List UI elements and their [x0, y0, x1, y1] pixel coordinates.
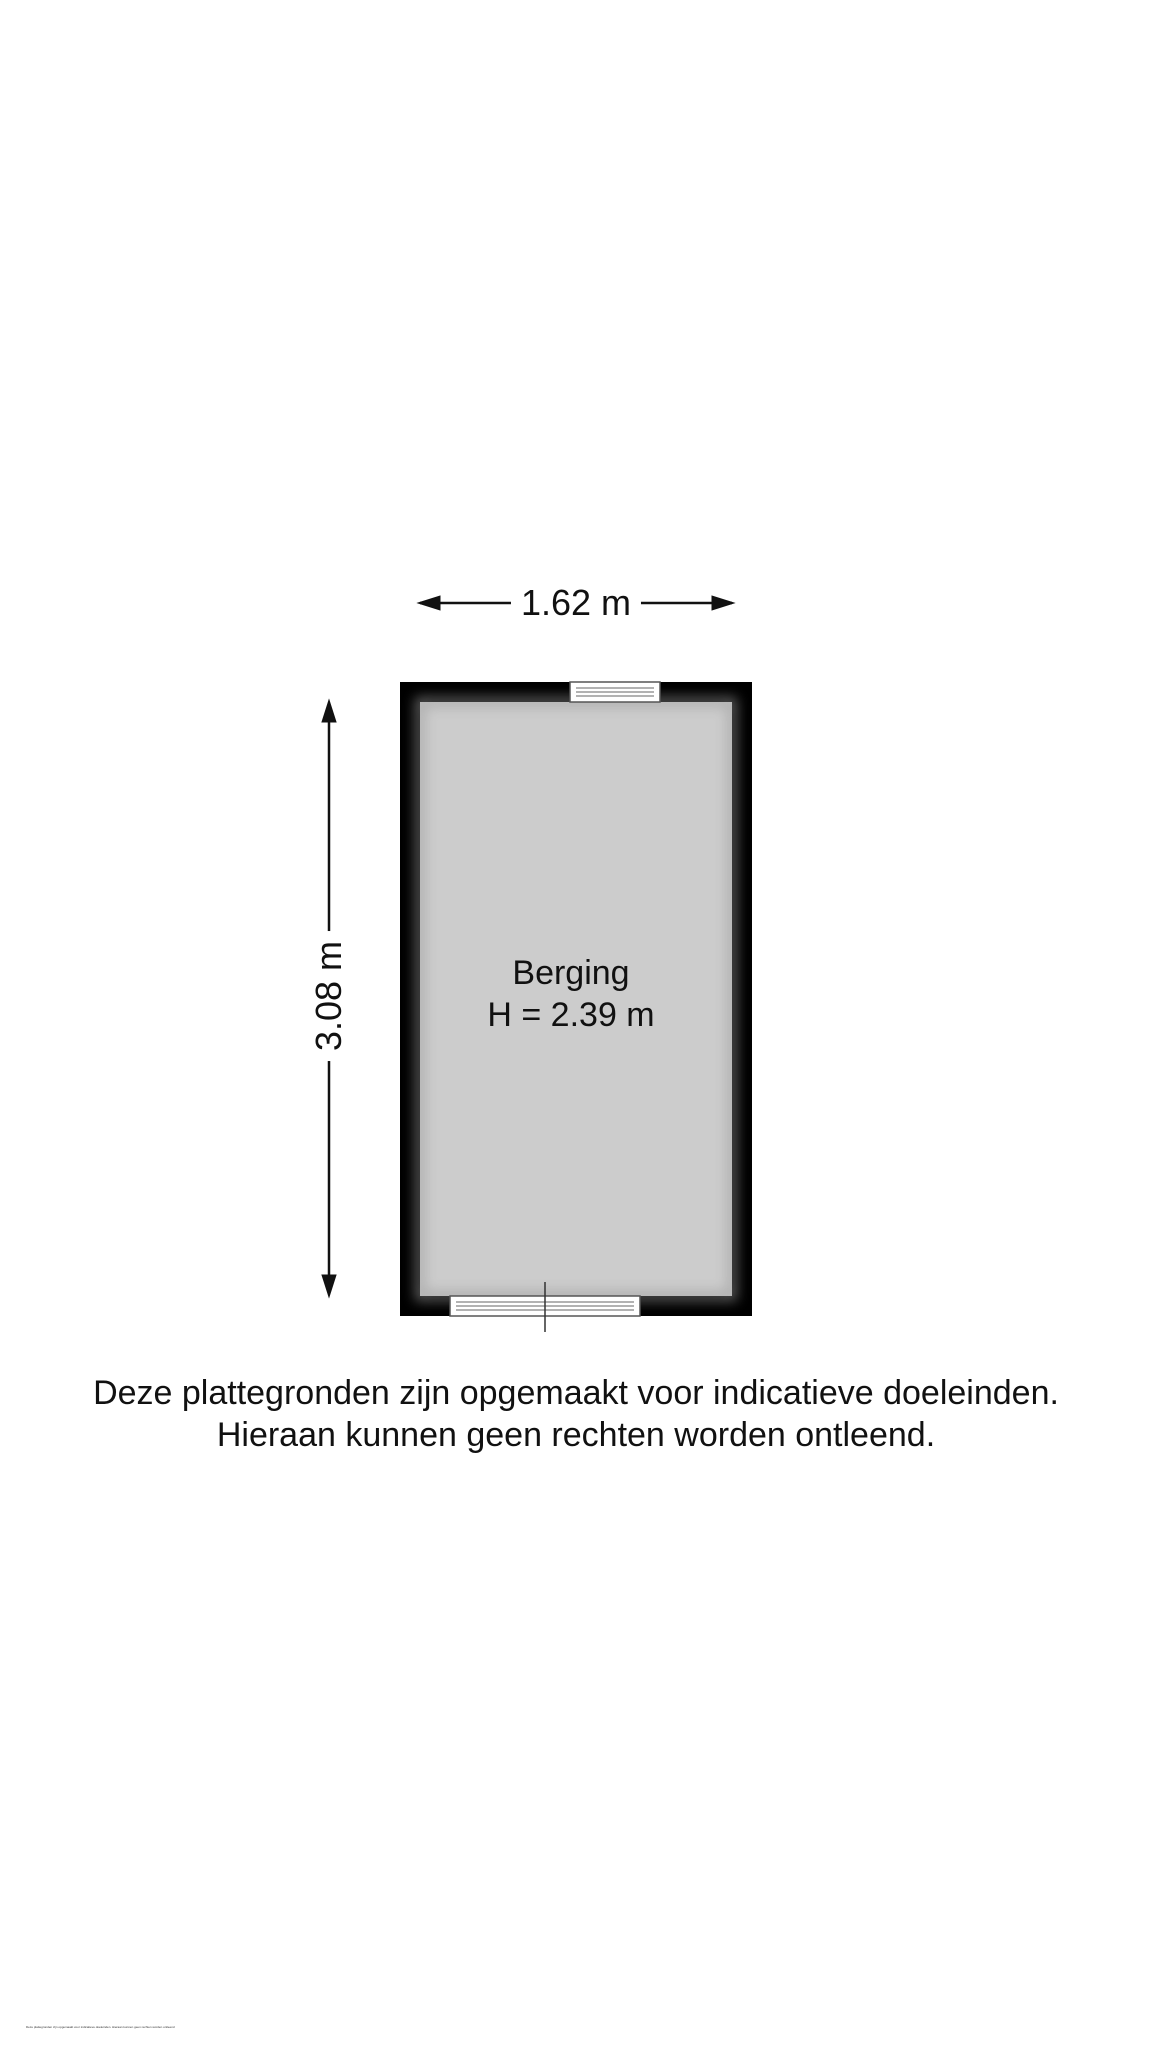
height-dimension-label: 3.08 m: [307, 931, 351, 1061]
footer-note: Deze plattegronden zijn opgemaakt voor indicatieve doeleinden. Hieraan kunnen geen rechten worden ontleend: [26, 2025, 175, 2029]
disclaimer-line-2: Hieraan kunnen geen rechten worden ontleend.: [216, 1416, 936, 1454]
disclaimer-line-1: Deze plattegronden zijn opgemaakt voor indicatieve doeleinden.: [93, 1374, 1059, 1412]
disclaimer: [0, 1372, 1152, 1456]
window-top: [570, 682, 660, 702]
room-label: [487, 952, 654, 1036]
width-dimension-label: 1.62 m: [511, 581, 641, 625]
room-name: Berging: [512, 954, 630, 992]
room-ceiling-height: H = 2.39 m: [487, 996, 655, 1034]
